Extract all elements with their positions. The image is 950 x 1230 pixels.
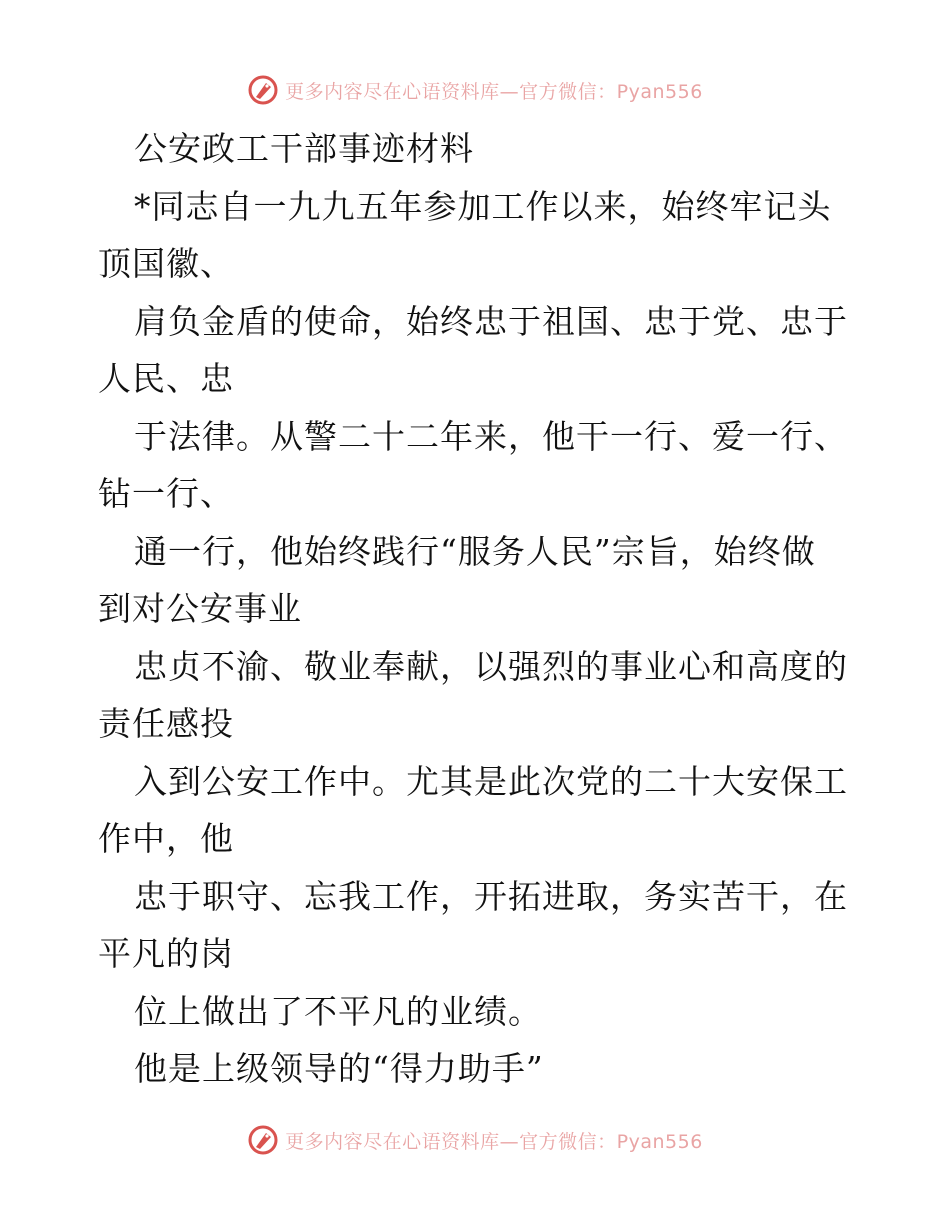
text-line: 钻一行、 [98, 474, 234, 513]
text-line: 顶国徽、 [98, 244, 234, 283]
text-line: 忠于职守、忘我工作，开拓进取，务实苦干，在 [134, 876, 848, 916]
text-line: *同志自一九九五年参加工作以来，始终牢记头 [134, 186, 832, 226]
header-watermark [0, 70, 950, 110]
watermark-text: 更多内容尽在心语资料库—官方微信：Pyan556 [285, 80, 703, 103]
text-line: 忠贞不渝、敬业奉献，以强烈的事业心和高度的 [134, 646, 848, 686]
text-line: 入到公安工作中。尤其是此次党的二十大安保工 [134, 761, 848, 801]
text-line: 责任感投 [98, 704, 234, 743]
text-line: 他是上级领导的“得力助手” [134, 1049, 544, 1088]
text-line: 于法律。从警二十二年来，他干一行、爱一行、 [134, 416, 848, 456]
pen-nib-logo-icon [247, 1124, 279, 1156]
footer-watermark [0, 1120, 950, 1160]
text-line: 平凡的岗 [98, 934, 234, 973]
watermark-text: 更多内容尽在心语资料库—官方微信：Pyan556 [285, 1130, 703, 1153]
document-body [98, 120, 858, 1098]
text-line: 作中，他 [98, 819, 234, 858]
pen-nib-logo-icon [247, 74, 279, 106]
text-line: 通一行，他始终践行“服务人民”宗旨，始终做 [134, 531, 816, 571]
text-line: 肩负金盾的使命，始终忠于祖国、忠于党、忠于 [134, 301, 848, 341]
text-line: 人民、忠 [98, 359, 234, 398]
text-line: 到对公安事业 [98, 589, 302, 628]
text-line: 位上做出了不平凡的业绩。 [134, 991, 542, 1031]
document-title: 公安政工干部事迹材料 [134, 129, 474, 168]
